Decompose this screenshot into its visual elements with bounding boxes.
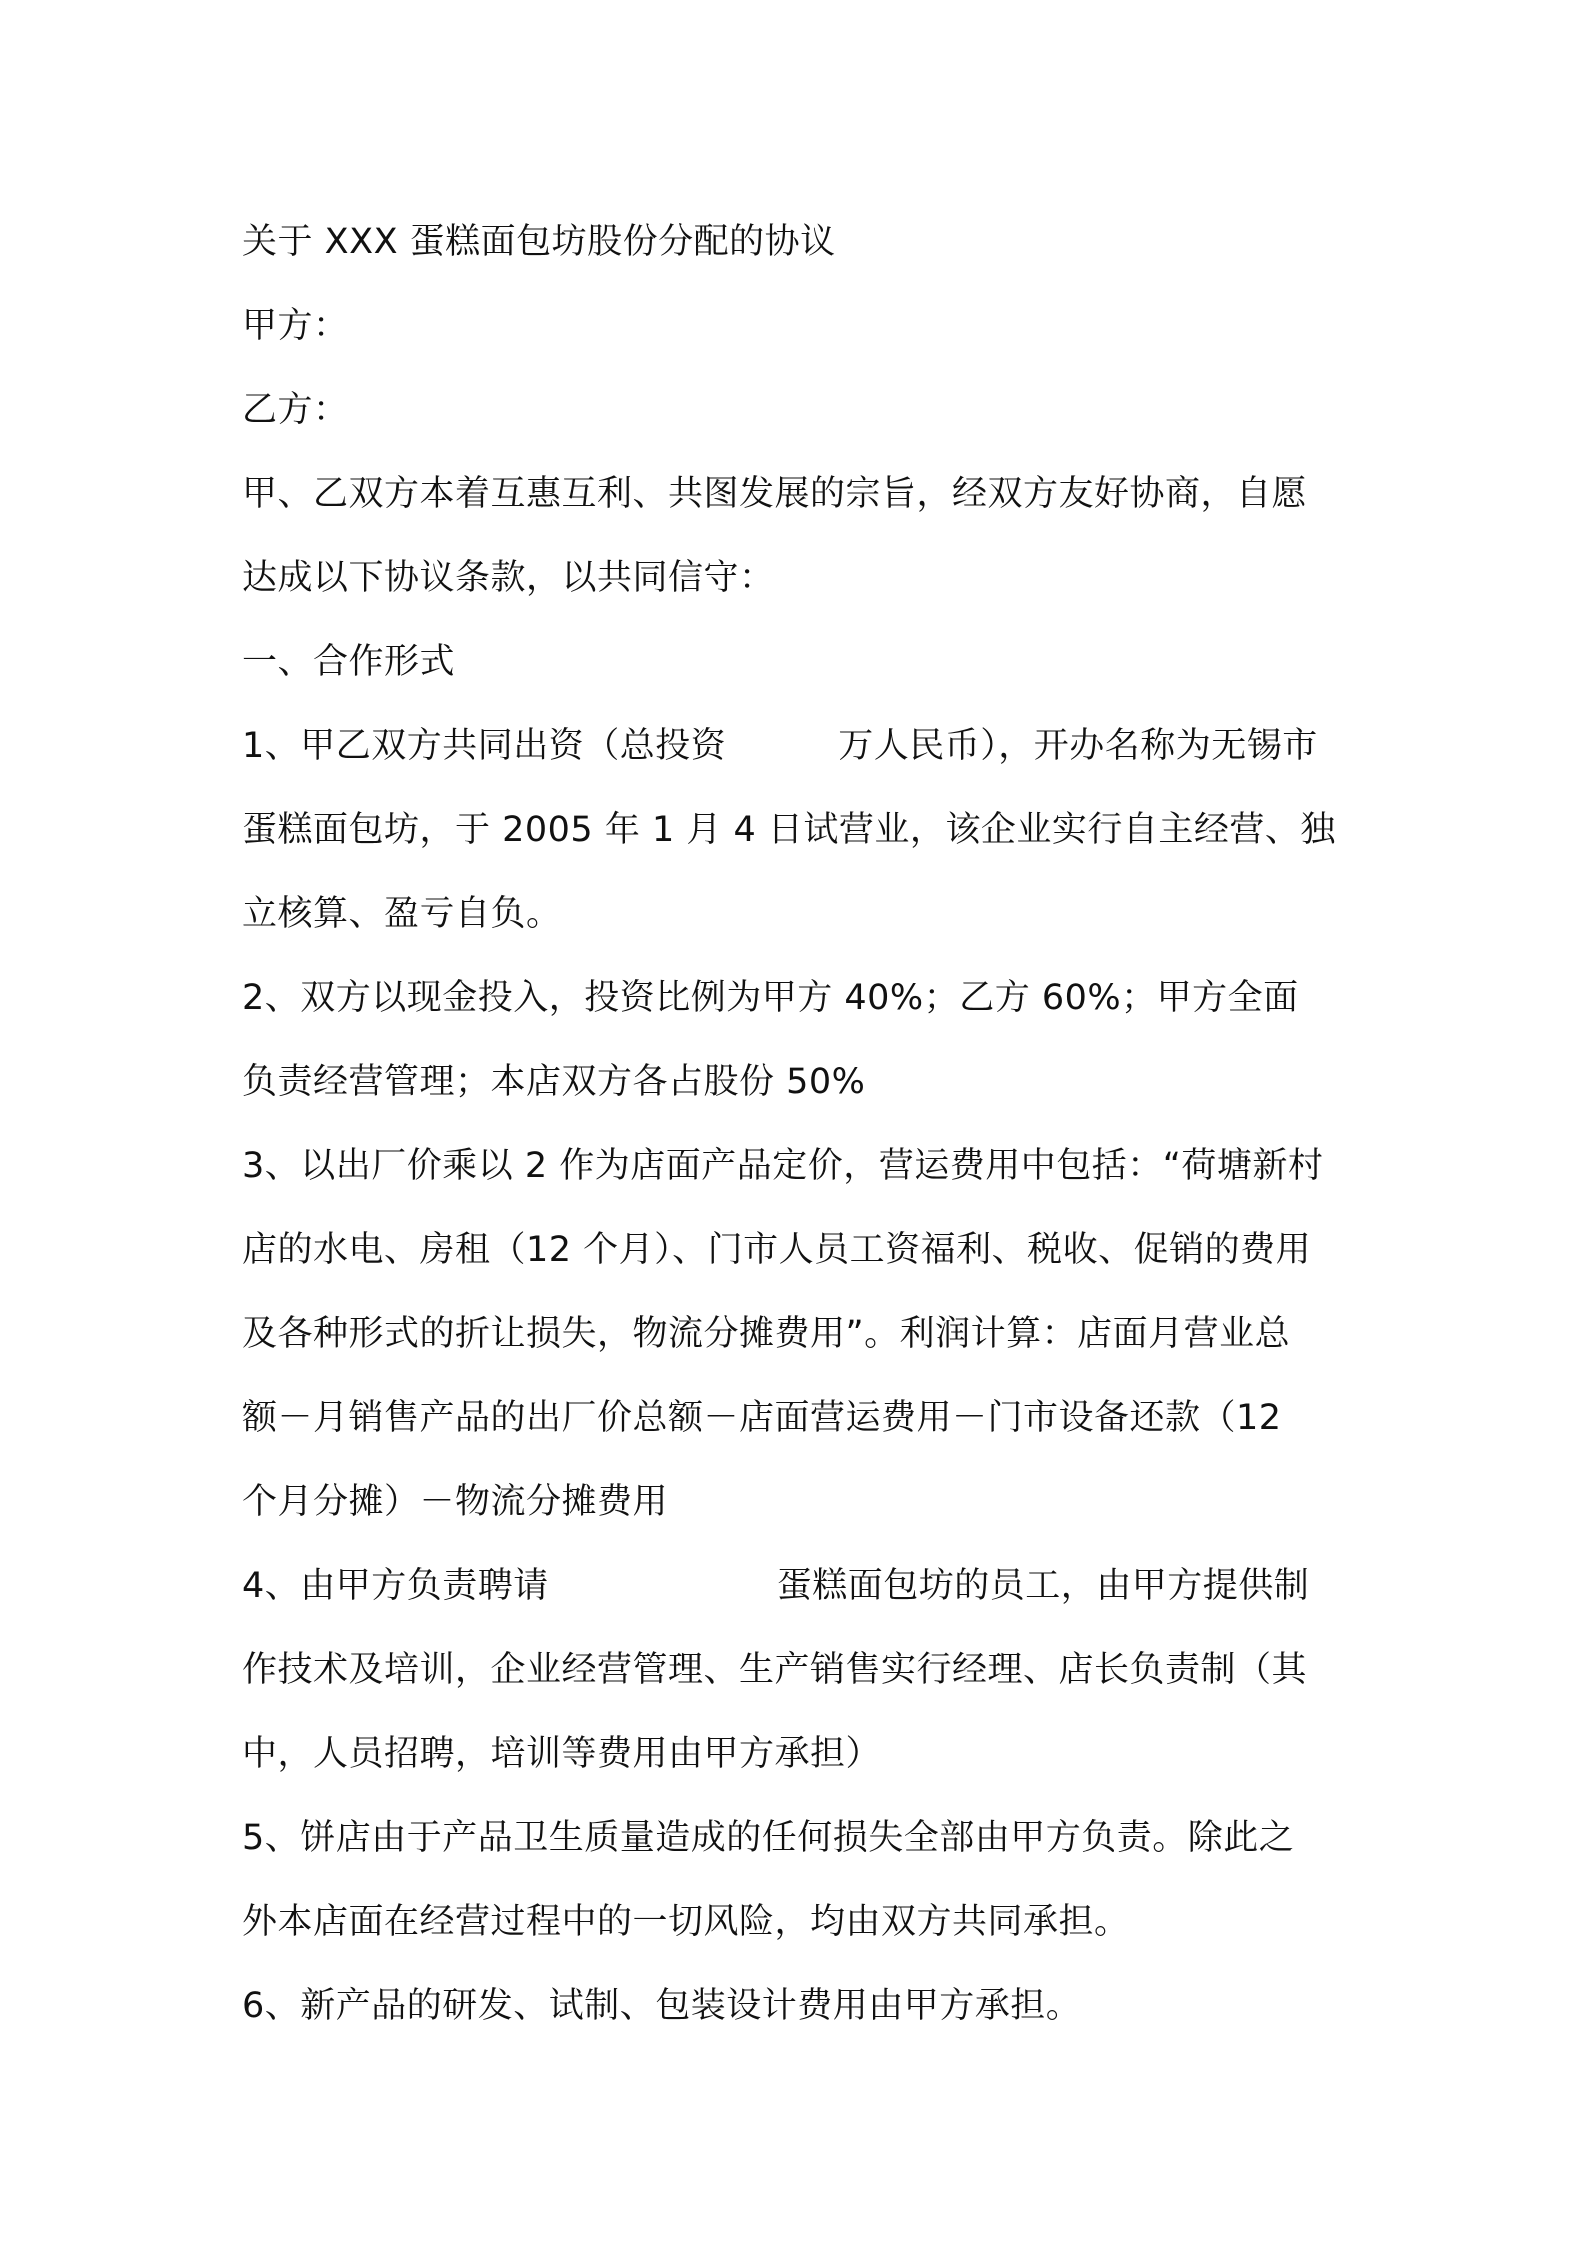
clause-2-line-2: 负责经营管理；本店双方各占股份 50% — [242, 1062, 866, 1102]
clause-1-line-2: 蛋糕面包坊，于 2005 年 1 月 4 日试营业，该企业实行自主经营、独 — [242, 810, 1336, 850]
clause-3-line-4: 额－月销售产品的出厂价总额－店面营运费用－门市设备还款（12 — [242, 1398, 1282, 1438]
clause-4-line-1 — [242, 1544, 1362, 1628]
intro-line-2: 达成以下协议条款，以共同信守： — [242, 558, 775, 598]
clause-4-line-3: 中，人员招聘，培训等费用由甲方承担） — [242, 1734, 882, 1774]
clause-3-line-5: 个月分摊）－物流分摊费用 — [242, 1482, 669, 1522]
clause-1-line-1 — [242, 704, 1362, 788]
clause-1-text-b: 万人民币），开办名称为无锡市 — [838, 726, 1318, 766]
document-title: 关于 XXX 蛋糕面包坊股份分配的协议 — [242, 222, 836, 262]
clause-3-line-2: 店的水电、房租（12 个月）、门市人员工资福利、税收、促销的费用 — [242, 1230, 1312, 1270]
clause-1-text-a: 1、甲乙双方共同出资（总投资 — [242, 726, 727, 766]
party-b-label: 乙方： — [242, 390, 349, 430]
clause-3-line-3: 及各种形式的折让损失，物流分摊费用”。利润计算：店面月营业总 — [242, 1314, 1291, 1354]
agreement-body — [242, 200, 1362, 2048]
clause-4-text-b: 蛋糕面包坊的员工，由甲方提供制 — [776, 1566, 1310, 1606]
clause-4-text-a: 4、由甲方负责聘请 — [242, 1566, 549, 1606]
clause-5-line-1: 5、饼店由于产品卫生质量造成的任何损失全部由甲方负责。除此之 — [242, 1818, 1295, 1858]
intro-line-1: 甲、乙双方本着互惠互利、共图发展的宗旨，经双方友好协商，自愿 — [242, 474, 1308, 514]
clause-4-line-2: 作技术及培训，企业经营管理、生产销售实行经理、店长负责制（其 — [242, 1650, 1308, 1690]
party-a-label: 甲方： — [242, 306, 349, 346]
clause-5-line-2: 外本店面在经营过程中的一切风险，均由双方共同承担。 — [242, 1902, 1130, 1942]
section-heading: 一、合作形式 — [242, 642, 456, 682]
clause-3-line-1: 3、以出厂价乘以 2 作为店面产品定价，营运费用中包括：“荷塘新村 — [242, 1146, 1324, 1186]
clause-1-line-3: 立核算、盈亏自负。 — [242, 894, 562, 934]
clause-2-line-1: 2、双方以现金投入，投资比例为甲方 40%；乙方 60%；甲方全面 — [242, 978, 1299, 1018]
clause-6-line-1: 6、新产品的研发、试制、包装设计费用由甲方承担。 — [242, 1986, 1082, 2026]
